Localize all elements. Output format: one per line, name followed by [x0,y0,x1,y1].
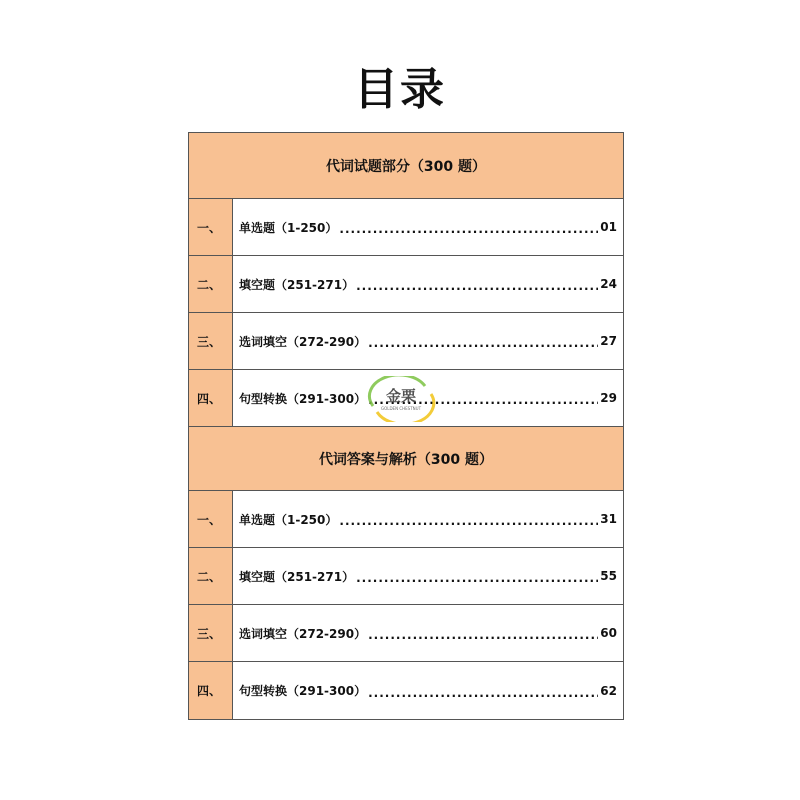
toc-row-body [233,548,623,604]
toc-row-number: 四、 [189,370,233,426]
section-header-answers: 代词答案与解析（300 题） [189,427,623,491]
toc-row-body [233,491,623,547]
toc-entry-title: 单选题（1-250） [239,220,338,235]
dot-leader [368,336,598,350]
toc-page-number: 29 [600,391,617,405]
toc-row[interactable] [189,313,623,370]
svg-text:GOLDEN CHESTNUT: GOLDEN CHESTNUT [380,406,422,411]
toc-row-number: 二、 [189,256,233,312]
toc-row[interactable] [189,199,623,256]
toc-entry-title: 选词填空（272-290） [239,334,367,349]
toc-table [188,132,624,720]
toc-row[interactable] [189,256,623,313]
dot-leader [368,628,598,642]
toc-row[interactable] [189,662,623,719]
toc-row-body [233,605,623,661]
dot-leader [356,279,598,293]
toc-entry-title: 填空题（251-271） [239,569,355,584]
toc-page-number: 55 [600,569,617,583]
page-title: 目录 [354,64,446,115]
toc-entry-title: 句型转换（291-300） [239,684,367,698]
toc-page-number: 24 [600,277,617,291]
toc-page-number: 27 [600,334,617,348]
toc-page-number: 60 [600,626,617,640]
toc-row-number: 三、 [189,313,233,369]
toc-row-number: 三、 [189,605,233,661]
toc-row-number: 二、 [189,548,233,604]
toc-entry-title: 填空题（251-271） [239,277,355,292]
toc-row-body [233,313,623,369]
dot-leader [339,514,598,528]
toc-page-number: 62 [600,683,617,698]
section-header-questions: 代词试题部分（300 题） [189,133,623,199]
toc-entry-title: 句型转换（291-300） [239,391,367,406]
dot-leader [356,571,598,585]
toc-row-number: 一、 [189,491,233,547]
toc-row-body [233,256,623,312]
toc-row-number: 一、 [189,199,233,255]
toc-row[interactable] [189,605,623,662]
toc-row[interactable] [189,548,623,605]
toc-row[interactable] [189,491,623,548]
toc-page-number: 01 [600,220,617,234]
toc-page-number: 31 [600,512,617,526]
golden-chestnut-logo-icon [365,376,437,422]
dot-leader [339,222,598,236]
toc-entry-title: 选词填空（272-290） [239,626,367,641]
dot-leader [368,686,598,700]
toc-row-number: 四、 [189,662,233,719]
toc-entry-title: 单选题（1-250） [239,512,338,527]
toc-row-body [233,662,623,719]
toc-row-body [233,199,623,255]
svg-text:金栗: 金栗 [385,387,417,405]
